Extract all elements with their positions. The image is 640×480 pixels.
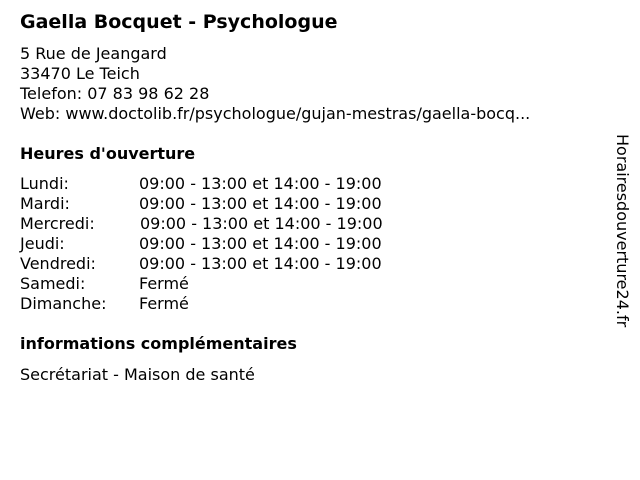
day-hours: 09:00 - 13:00 et 14:00 - 19:00 bbox=[140, 214, 383, 233]
additional-info-text: Secrétariat - Maison de santé bbox=[20, 365, 255, 384]
day-label: Samedi: bbox=[20, 274, 86, 293]
hours-row-thursday bbox=[20, 234, 440, 254]
opening-hours-heading: Heures d'ouverture bbox=[20, 144, 196, 163]
hours-row-sunday bbox=[20, 294, 440, 314]
day-hours: Fermé bbox=[139, 294, 189, 313]
day-label: Vendredi: bbox=[20, 254, 96, 273]
hours-row-tuesday bbox=[20, 194, 440, 214]
hours-row-wednesday bbox=[20, 214, 440, 234]
address-city: 33470 Le Teich bbox=[20, 64, 140, 83]
day-label: Lundi: bbox=[20, 174, 69, 193]
hours-row-saturday bbox=[20, 274, 440, 294]
address-street: 5 Rue de Jeangard bbox=[20, 44, 167, 63]
business-title: Gaella Bocquet - Psychologue bbox=[20, 11, 338, 33]
website-link[interactable]: Web: www.doctolib.fr/psychologue/gujan-mestras/gaella-bocq... bbox=[20, 104, 531, 123]
day-label: Jeudi: bbox=[20, 234, 65, 253]
day-hours: 09:00 - 13:00 et 14:00 - 19:00 bbox=[139, 174, 382, 193]
watermark-text: Horairesdouverture24.fr bbox=[613, 134, 632, 328]
day-hours: 09:00 - 13:00 et 14:00 - 19:00 bbox=[139, 194, 382, 213]
day-hours: 09:00 - 13:00 et 14:00 - 19:00 bbox=[139, 254, 382, 273]
phone-number: Telefon: 07 83 98 62 28 bbox=[20, 84, 210, 103]
day-hours: Fermé bbox=[139, 274, 189, 293]
hours-row-monday bbox=[20, 174, 440, 194]
hours-row-friday bbox=[20, 254, 440, 274]
day-label: Mardi: bbox=[20, 194, 70, 213]
day-label: Dimanche: bbox=[20, 294, 107, 313]
additional-info-heading: informations complémentaires bbox=[20, 334, 297, 353]
day-hours: 09:00 - 13:00 et 14:00 - 19:00 bbox=[139, 234, 382, 253]
day-label: Mercredi: bbox=[20, 214, 95, 233]
